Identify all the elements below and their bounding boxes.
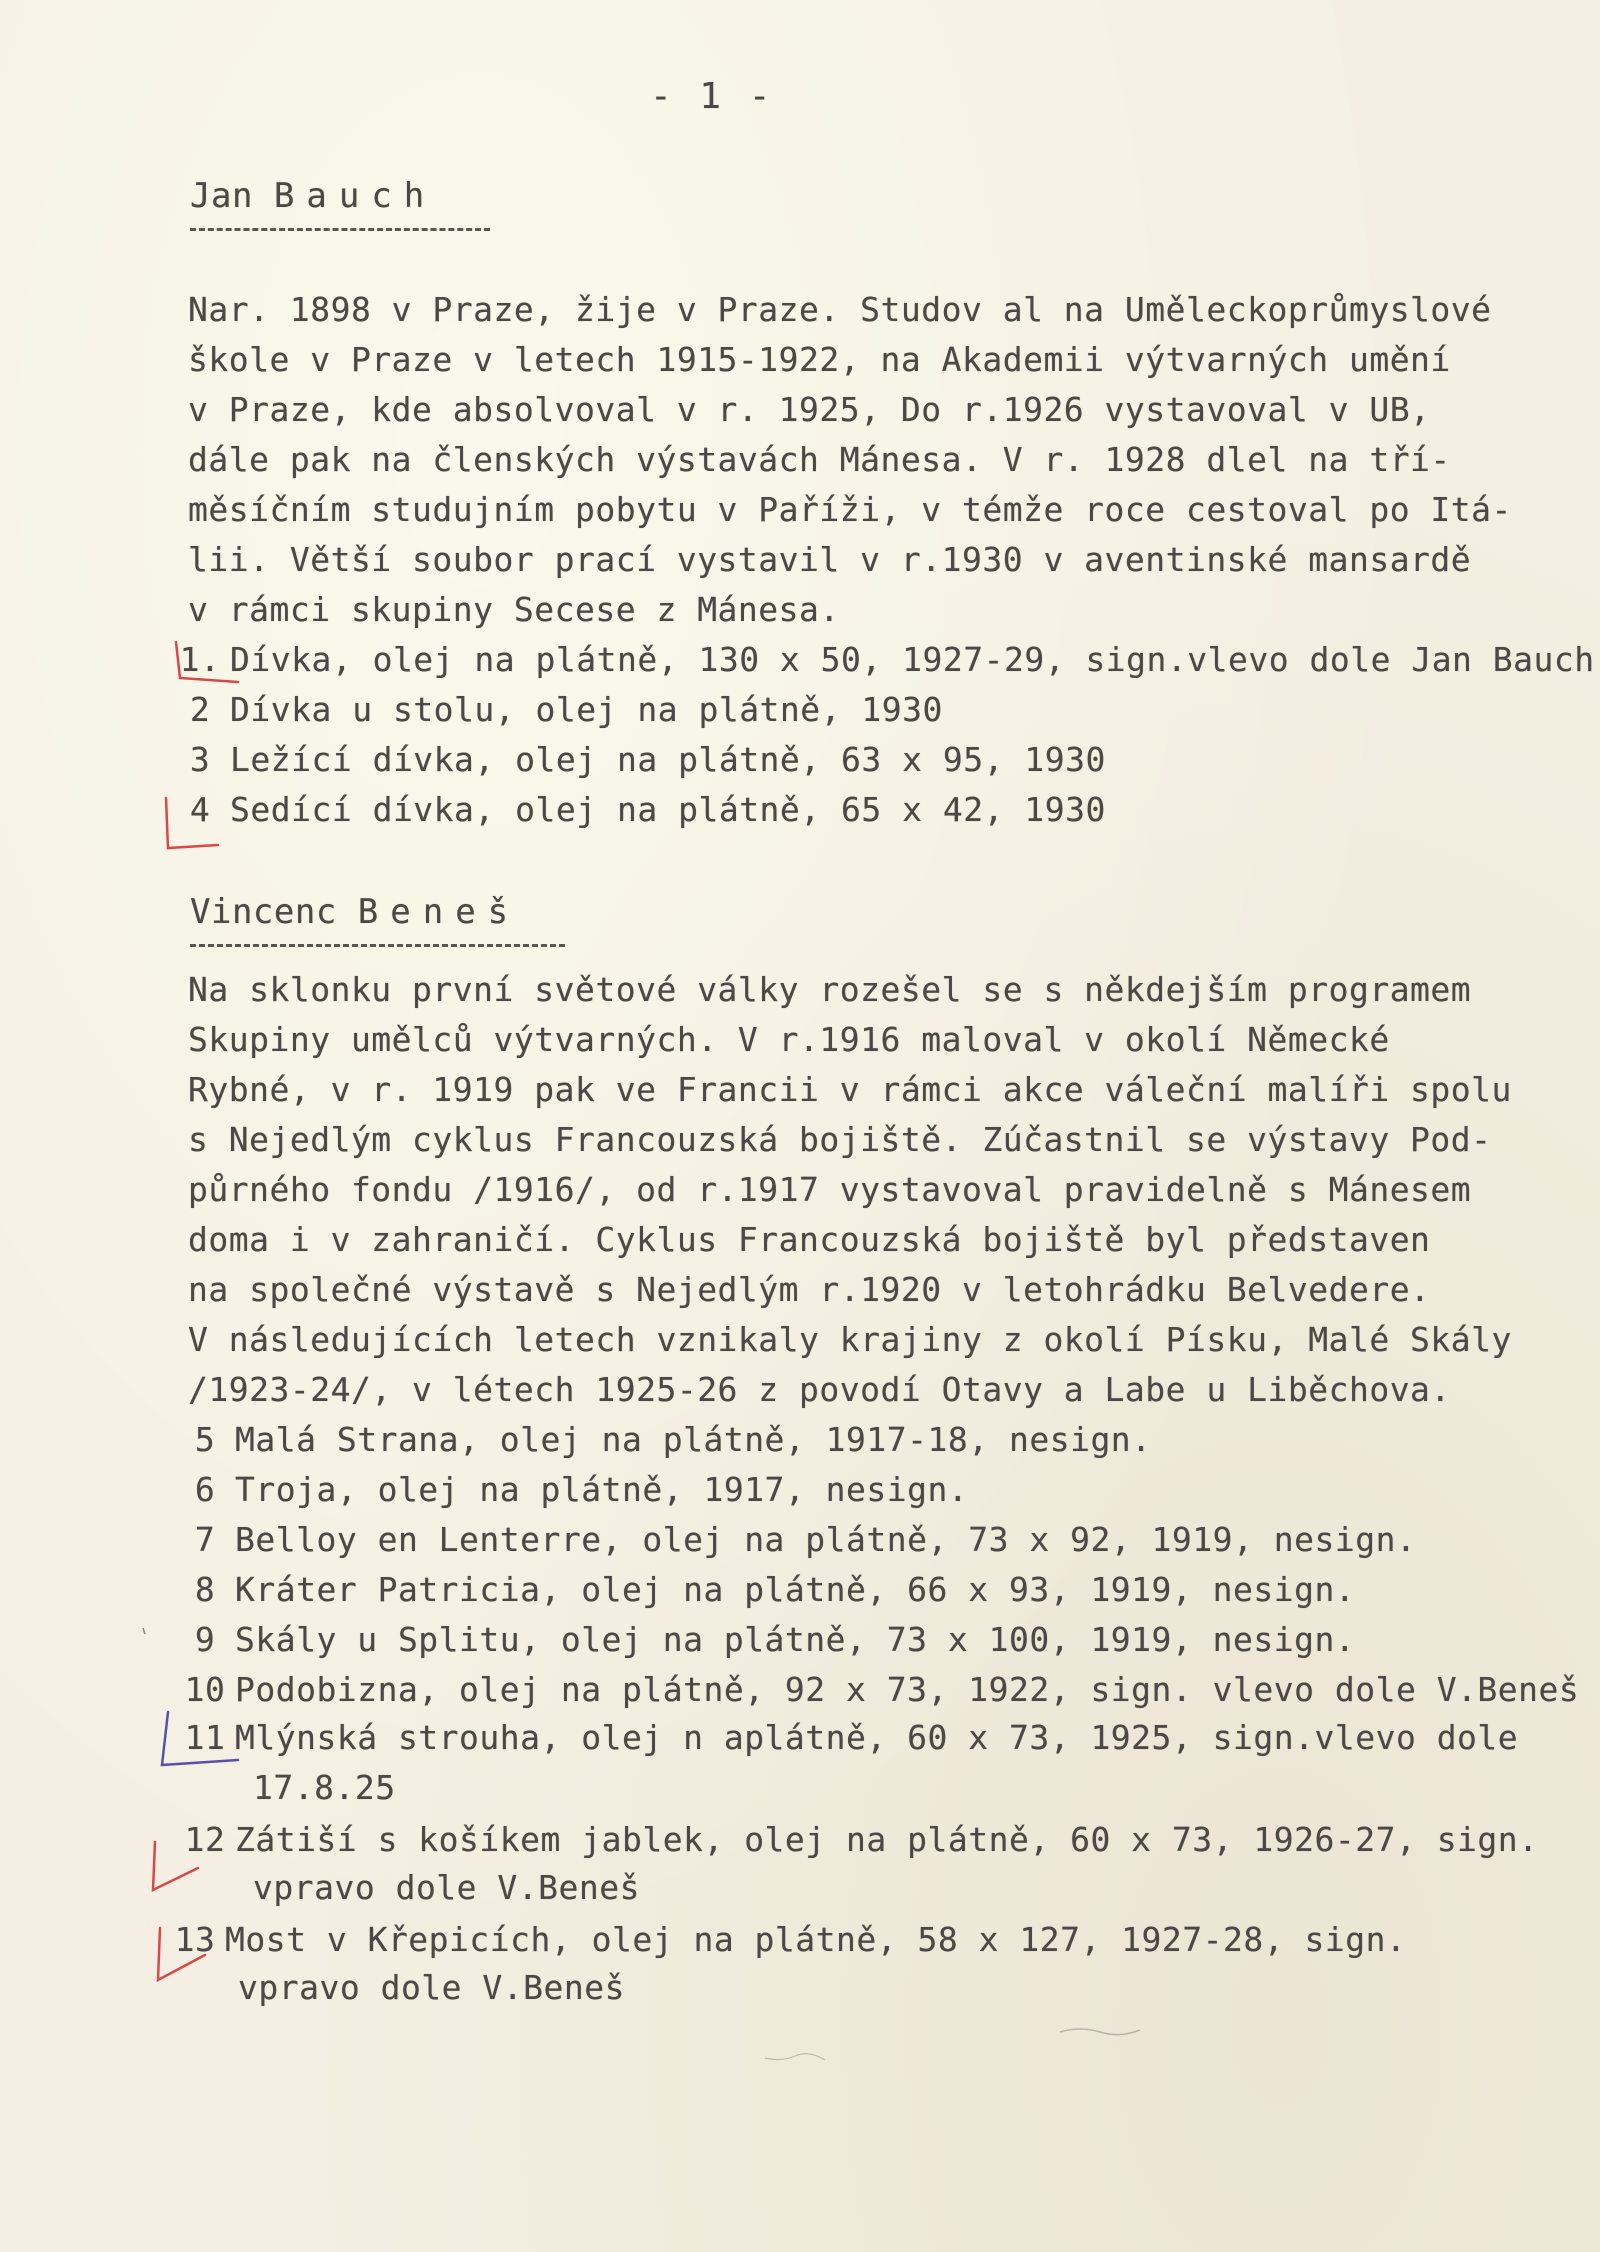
artwork-number: 3 [189,740,211,779]
artwork-number: 1. [179,640,221,679]
artwork-description: Skály u Splitu, olej na plátně, 73 x 100, 1919, nesign. [235,1620,1356,1659]
artwork-number: 4 [189,790,211,829]
artwork-number: 7 [194,1520,216,1559]
bio-line: Skupiny umělců výtvarných. V r.1916 maloval v okolí Německé [188,1020,1390,1059]
bio-line: v rámci skupiny Secese z Mánesa. [188,590,840,629]
bio-line: lii. Větší soubor prací vystavil v r.1930 v aventinské mansardě [188,540,1472,579]
heading-underline [190,228,490,231]
ink-speck-icon [143,1628,145,1634]
artwork-description: Mlýnská strouha, olej n aplátně, 60 x 73, 1925, sign.vlevo dole [235,1718,1519,1757]
artwork-number: 8 [194,1570,216,1609]
artwork-description: Malá Strana, olej na plátně, 1917-18, nesign. [235,1420,1152,1459]
artwork-number: 12 [184,1820,226,1859]
artist-given-name: Vincenc [190,892,337,932]
bio-line: doma i v zahraničí. Cyklus Francouzská bojiště byl představen [188,1220,1431,1259]
bio-line: s Nejedlým cyklus Francouzská bojiště. Zúčastnil se výstavy Pod- [188,1120,1492,1159]
artwork-description: Belloy en Lenterre, olej na plátně, 73 x 92, 1919, nesign. [235,1520,1417,1559]
artwork-number: 11 [184,1718,226,1757]
artwork-description: Troja, olej na plátně, 1917, nesign. [235,1470,969,1509]
bio-line: Rybné, v r. 1919 pak ve Francii v rámci akce váleční malíři spolu [188,1070,1512,1109]
bio-line: dále pak na členských výstavách Mánesa. V r. 1928 dlel na tří- [188,440,1451,479]
bio-line: V následujících letech vznikaly krajiny z okolí Písku, Malé Skály [188,1320,1512,1359]
bio-line: v Praze, kde absolvoval v r. 1925, Do r.1926 vystavoval v UB, [188,390,1431,429]
artwork-number: 9 [194,1620,216,1659]
artist-given-name: Jan [190,176,253,216]
artwork-description: Sedící dívka, olej na plátně, 65 x 42, 1930 [230,790,1106,829]
artwork-description-continued: vpravo dole V.Beneš [253,1868,640,1907]
artwork-number: 6 [194,1470,216,1509]
artwork-description: Dívka u stolu, olej na plátně, 1930 [230,690,943,729]
artwork-description: Dívka, olej na plátně, 130 x 50, 1927-29, sign.vlevo dole Jan Bauch [230,640,1595,679]
artwork-number: 5 [194,1420,216,1459]
artwork-description: Zátiší s košíkem jablek, olej na plátně, 60 x 73, 1926-27, sign. [235,1820,1539,1859]
artwork-description: Most v Křepicích, olej na plátně, 58 x 127, 1927-28, sign. [225,1920,1407,1959]
heading-underline [190,944,565,947]
bio-line: /1923-24/, v létech 1925-26 z povodí Otavy a Labe u Liběchova. [188,1370,1451,1409]
page-number: - 1 - [650,76,774,117]
bio-line: na společné výstavě s Nejedlým r.1920 v letohrádku Belvedere. [188,1270,1431,1309]
artist-heading-bauch [190,176,436,216]
faint-pencil-stroke-icon [1060,2029,1140,2035]
artist-surname: Bauch [273,176,437,216]
artwork-number: 13 [174,1920,216,1959]
bio-line: měsíčním studujním pobytu v Paříži, v témže roce cestoval po Itá- [188,490,1512,529]
artwork-number: 10 [184,1670,226,1709]
artwork-description-continued: vpravo dole V.Beneš [238,1968,625,2007]
artist-surname: Beneš [357,892,521,932]
bio-line: škole v Praze v letech 1915-1922, na Akademii výtvarných umění [188,340,1451,379]
faint-pencil-stroke-icon [765,2054,825,2060]
artwork-description: Ležící dívka, olej na plátně, 63 x 95, 1930 [230,740,1106,779]
bio-line: Na sklonku první světové války rozešel se s někdejším programem [188,970,1472,1009]
bio-line: Nar. 1898 v Praze, žije v Praze. Studov al na Uměleckoprůmyslové [188,290,1492,329]
bio-line: půrného fondu /1916/, od r.1917 vystavoval pravidelně s Mánesem [188,1170,1472,1209]
artwork-number: 2 [189,690,211,729]
artist-heading-benes [190,892,520,932]
artwork-description: Podobizna, olej na plátně, 92 x 73, 1922, sign. vlevo dole V.Beneš [235,1670,1580,1709]
artwork-description: Kráter Patricia, olej na plátně, 66 x 93, 1919, nesign. [235,1570,1356,1609]
artwork-description-continued: 17.8.25 [253,1768,396,1807]
